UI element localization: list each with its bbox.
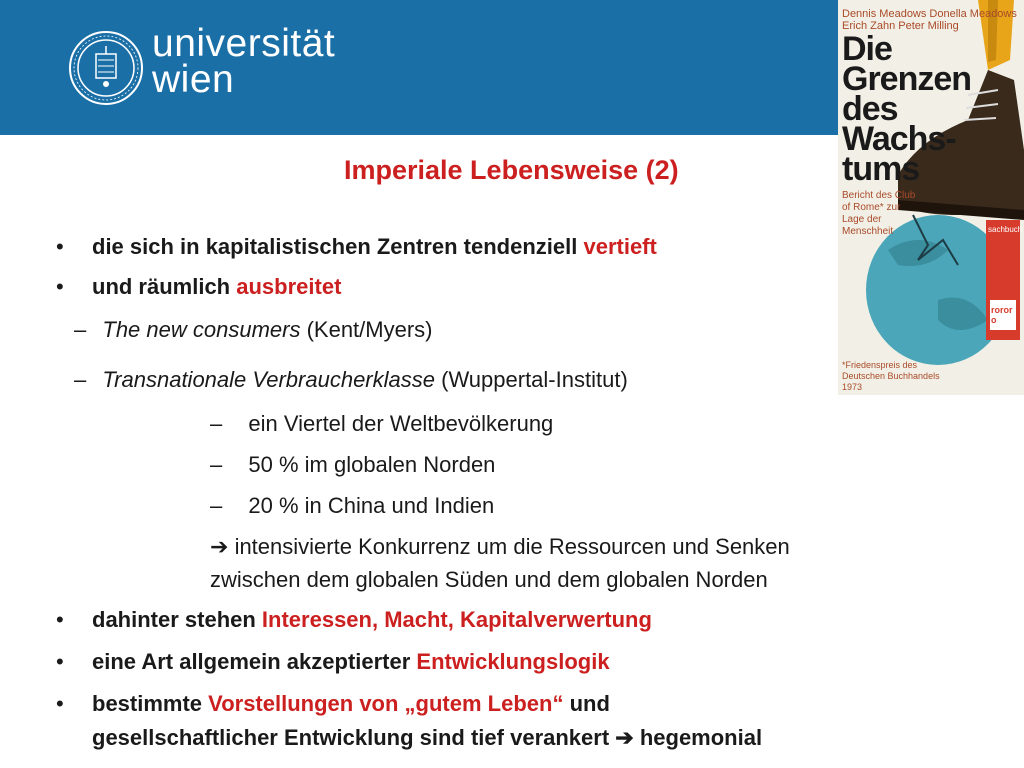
university-logo-text xyxy=(152,22,336,101)
bullet-item xyxy=(56,273,341,301)
bullet-marker: • xyxy=(56,649,64,674)
bullet-item xyxy=(56,690,610,718)
book-title-line: des xyxy=(842,90,898,128)
sub-marker: – xyxy=(210,493,223,518)
book-prize-note: *Friedenspreis des Deutschen Buchhandels 1973 xyxy=(842,360,940,392)
book-spine-small: sachbuch xyxy=(988,225,1023,234)
bullet-text: gesellschaftlicher Entwicklung sind tief verankert xyxy=(92,725,616,750)
bullet-text-rest: hegemonial xyxy=(633,725,763,750)
dash-text: (Kent/Myers) xyxy=(300,317,433,342)
bullet-text: und räumlich xyxy=(92,274,237,299)
dash-marker: – xyxy=(74,317,87,342)
book-spine-label: rororo xyxy=(991,305,1013,325)
bullet-marker: • xyxy=(56,274,64,299)
book-title-line: tums xyxy=(842,150,920,188)
bullet-text: dahinter stehen xyxy=(92,607,262,632)
logo-line-2: wien xyxy=(152,58,235,101)
bullet-text: bestimmte xyxy=(92,691,209,716)
sub-text: 50 % im globalen Norden xyxy=(248,452,496,477)
bullet-highlight: Entwicklungslogik xyxy=(416,649,610,674)
sub-text: 20 % in China und Indien xyxy=(248,493,495,518)
sub-marker: – xyxy=(210,452,223,477)
book-title-line: Die xyxy=(842,30,892,68)
book-title-line: Grenzen xyxy=(842,60,972,98)
arrow-right-icon: ➔ xyxy=(210,534,229,559)
book-cover-image xyxy=(838,0,1024,395)
university-seal-icon xyxy=(68,30,144,106)
dash-item xyxy=(74,366,628,394)
book-subtitle: Bericht des Club of Rome* zur Lage der Menschheit xyxy=(842,190,916,237)
bullet-item xyxy=(56,233,657,261)
arrow-right-icon: ➔ xyxy=(615,725,634,750)
dash-italic: Transnationale Verbraucherklasse xyxy=(102,367,435,392)
dash-italic: The new consumers xyxy=(102,317,301,342)
arrow-text: zwischen dem globalen Süden und dem globalen Norden xyxy=(210,567,768,592)
bullet-item xyxy=(56,606,652,634)
sub-item xyxy=(210,410,553,438)
bullet-item-continued xyxy=(92,724,762,752)
arrow-item xyxy=(210,533,790,561)
dash-text: (Wuppertal-Institut) xyxy=(435,367,628,392)
arrow-text: intensivierte Konkurrenz um die Ressourcen und Senken xyxy=(234,534,790,559)
bullet-marker: • xyxy=(56,234,64,259)
book-authors: Dennis Meadows Donella Meadows Erich Zahn Peter Milling xyxy=(842,8,1017,32)
bullet-highlight: vertieft xyxy=(583,234,657,259)
bullet-text-rest: und xyxy=(563,691,610,716)
bullet-highlight: Vorstellungen von „gutem Leben“ xyxy=(208,691,564,716)
sub-item xyxy=(210,451,495,479)
bullet-marker: • xyxy=(56,607,64,632)
logo-line-1: universität xyxy=(152,22,336,65)
arrow-item-continued xyxy=(210,566,768,594)
sub-item xyxy=(210,492,494,520)
sub-marker: – xyxy=(210,411,223,436)
bullet-text: eine Art allgemein akzeptierter xyxy=(92,649,417,674)
book-title xyxy=(842,30,972,188)
bullet-highlight: Interessen, Macht, Kapitalverwertung xyxy=(261,607,652,632)
dash-item xyxy=(74,316,433,344)
bullet-marker: • xyxy=(56,691,64,716)
sub-text: ein Viertel der Weltbevölkerung xyxy=(248,411,554,436)
slide-title: Imperiale Lebensweise (2) xyxy=(344,155,679,185)
bullet-highlight: ausbreitet xyxy=(236,274,342,299)
book-title-line: Wachs- xyxy=(842,120,956,158)
bullet-text: die sich in kapitalistischen Zentren tendenziell xyxy=(92,234,584,259)
dash-marker: – xyxy=(74,367,87,392)
bullet-item xyxy=(56,648,610,676)
